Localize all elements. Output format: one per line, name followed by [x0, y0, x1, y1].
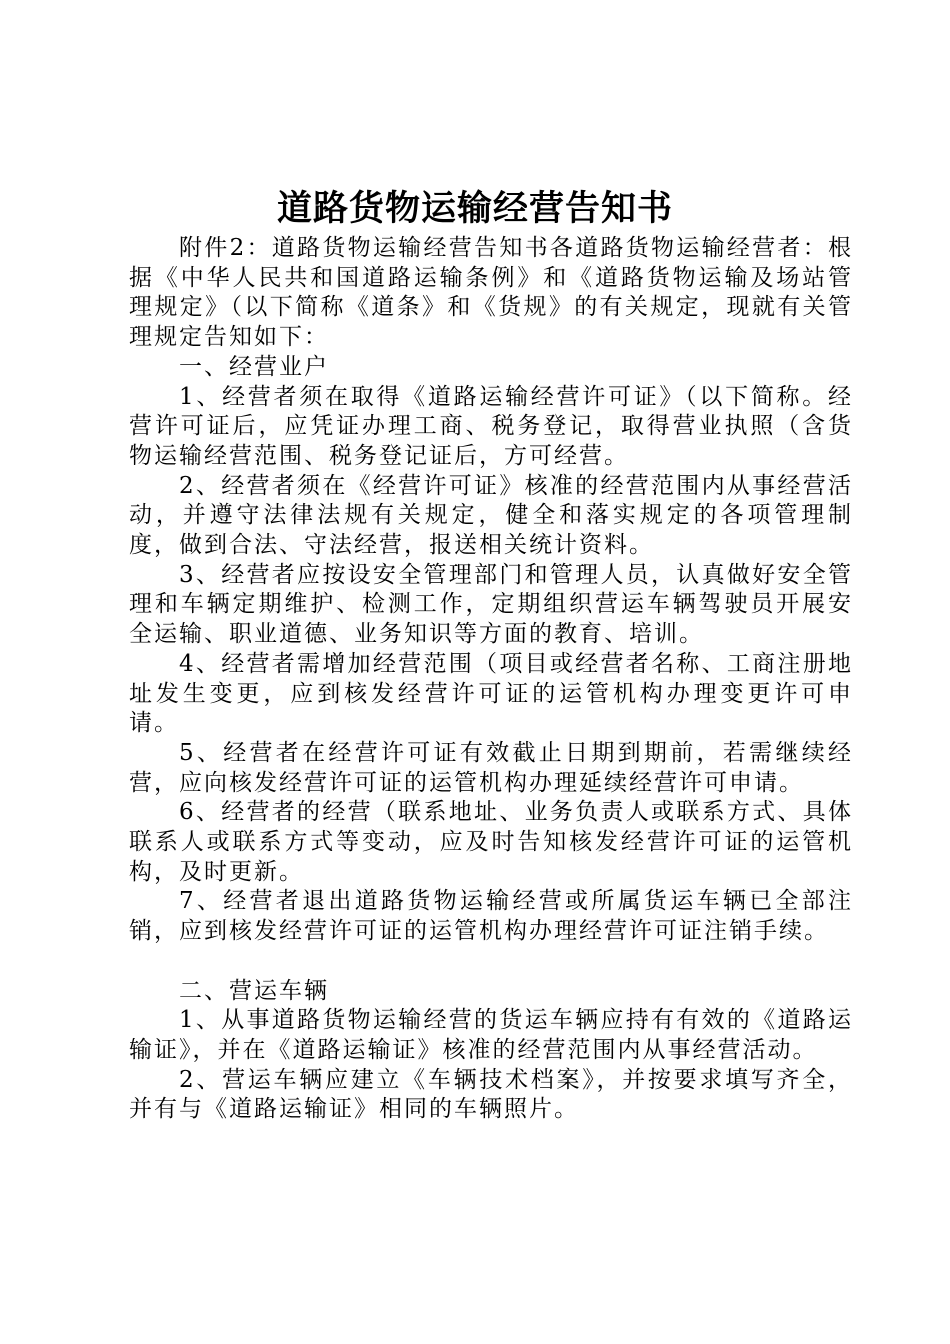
document-body — [129, 234, 853, 1125]
intro-paragraph: 附件2：道路货物运输经营告知书各道路货物运输经营者：根据《中华人民共和国道路运输条例》和《道路货物运输及场站管理规定》（以下简称《道条》和《货规》的有关规定，现就有关管理规定告知如下： — [129, 235, 853, 351]
document-title: 道路货物运输经营告知书 — [276, 188, 673, 229]
section-heading-operators: 一、经营业户 — [179, 353, 329, 380]
blank-line — [129, 947, 853, 977]
clause-paragraph: 4、经营者需增加经营范围（项目或经营者名称、工商注册地址发生变更，应到核发经营许可证的运管机构办理变更许可申请。 — [129, 650, 853, 737]
clause-paragraph: 2、营运车辆应建立《车辆技术档案》，并按要求填写齐全，并有与《道路运输证》相同的车辆照片。 — [129, 1066, 853, 1123]
clause-paragraph: 6、经营者的经营（联系地址、业务负责人或联系方式、具体联系人或联系方式等变动，应及时告知核发经营许可证的运管机构，及时更新。 — [129, 799, 853, 885]
clause-paragraph: 7、经营者退出道路货物运输经营或所属货运车辆已全部注销，应到核发经营许可证的运管机构办理经营许可证注销手续。 — [129, 888, 853, 945]
clause-paragraph: 2、经营者须在《经营许可证》核准的经营范围内从事经营活动，并遵守法律法规有关规定，健全和落实规定的各项管理制度，做到合法、守法经营，报送相关统计资料。 — [129, 472, 853, 559]
clause-paragraph: 5、经营者在经营许可证有效截止日期到期前，若需继续经营，应向核发经营许可证的运管机构办理延续经营许可申请。 — [129, 739, 853, 796]
clause-paragraph: 3、经营者应按设安全管理部门和管理人员，认真做好安全管理和车辆定期维护、检测工作，定期组织营运车辆驾驶员开展安全运输、职业道德、业务知识等方面的教育、培训。 — [129, 561, 853, 648]
clause-paragraph: 1、经营者须在取得《道路运输经营许可证》（以下简称。经营许可证后，应凭证办理工商、税务登记，取得营业执照（含货物运输经营范围、税务登记证后，方可经营。 — [129, 383, 853, 469]
section-heading-vehicles: 二、营运车辆 — [179, 977, 329, 1004]
clause-paragraph: 1、从事道路货物运输经营的货运车辆应持有有效的《道路运输证》，并在《道路运输证》核准的经营范围内从事经营活动。 — [129, 1007, 853, 1063]
